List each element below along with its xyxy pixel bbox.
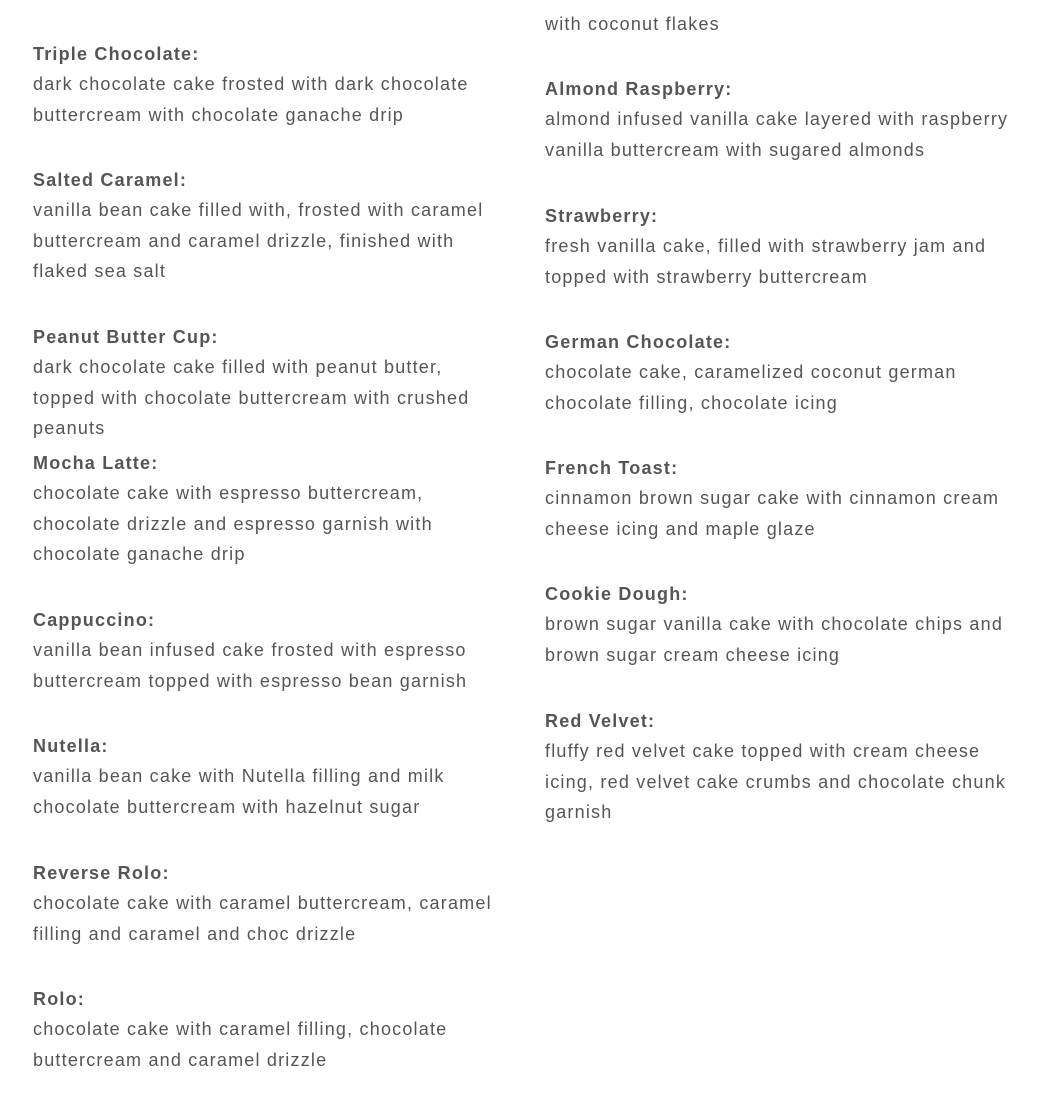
flavor-item	[545, 579, 1017, 670]
flavor-item	[545, 74, 1017, 165]
flavor-name: Red Velvet:	[545, 711, 656, 731]
flavor-item	[33, 322, 505, 444]
flavor-name: Almond Raspberry:	[545, 79, 733, 99]
flavor-name: German Chocolate:	[545, 332, 732, 352]
flavor-item	[33, 984, 505, 1075]
flavor-name: Rolo:	[33, 989, 85, 1009]
flavor-name: Strawberry:	[545, 206, 659, 226]
cut-off-text: with coconut flakes	[545, 14, 720, 34]
flavor-item	[545, 453, 1017, 544]
flavor-name: Mocha Latte:	[33, 453, 159, 473]
flavor-description: chocolate cake with caramel filling, chocolate buttercream and caramel drizzle	[33, 1019, 448, 1070]
flavor-description: fluffy red velvet cake topped with cream cheese icing, red velvet cake crumbs and chocolate chunk garnish	[545, 741, 1007, 823]
flavor-item	[33, 39, 505, 130]
flavor-item	[545, 706, 1017, 828]
flavor-description: cinnamon brown sugar cake with cinnamon cream cheese icing and maple glaze	[545, 488, 1000, 539]
flavor-description: fresh vanilla cake, filled with strawberry jam and topped with strawberry buttercream	[545, 236, 987, 287]
flavor-item	[33, 858, 505, 949]
flavor-description: vanilla bean cake filled with, frosted with caramel buttercream and caramel drizzle, finished with flaked sea salt	[33, 200, 484, 282]
flavor-name: Reverse Rolo:	[33, 863, 170, 883]
flavor-description: dark chocolate cake frosted with dark chocolate buttercream with chocolate ganache drip	[33, 74, 469, 125]
flavor-item	[545, 201, 1017, 292]
cut-off-text	[33, 0, 505, 6]
flavor-description: brown sugar vanilla cake with chocolate chips and brown sugar cream cheese icing	[545, 614, 1004, 665]
flavor-description: vanilla bean cake with Nutella filling and milk chocolate buttercream with hazelnut sugar	[33, 766, 445, 817]
flavor-description: chocolate cake with caramel buttercream, caramel filling and caramel and choc drizzle	[33, 893, 492, 944]
flavor-description: dark chocolate cake filled with peanut butter, topped with chocolate buttercream with crushed peanuts	[33, 357, 470, 439]
flavor-item	[33, 731, 505, 822]
flavor-name: Triple Chocolate:	[33, 44, 200, 64]
flavor-item	[33, 448, 505, 570]
flavor-name: Peanut Butter Cup:	[33, 327, 219, 347]
flavor-name: Salted Caramel:	[33, 170, 188, 190]
flavor-item	[33, 605, 505, 696]
flavor-item	[33, 165, 505, 287]
flavor-description: chocolate cake with espresso buttercream, chocolate drizzle and espresso garnish with chocolate ganache drip	[33, 483, 433, 565]
flavor-item	[545, 327, 1017, 418]
flavor-description: vanilla bean infused cake frosted with espresso buttercream topped with espresso bean garnish	[33, 640, 468, 691]
flavor-name: Cappuccino:	[33, 610, 156, 630]
flavor-name: French Toast:	[545, 458, 679, 478]
flavor-name: Nutella:	[33, 736, 109, 756]
flavor-description: chocolate cake, caramelized coconut german chocolate filling, chocolate icing	[545, 362, 957, 413]
flavor-name: Cookie Dough:	[545, 584, 689, 604]
flavor-description: almond infused vanilla cake layered with raspberry vanilla buttercream with sugared almonds	[545, 109, 1009, 160]
